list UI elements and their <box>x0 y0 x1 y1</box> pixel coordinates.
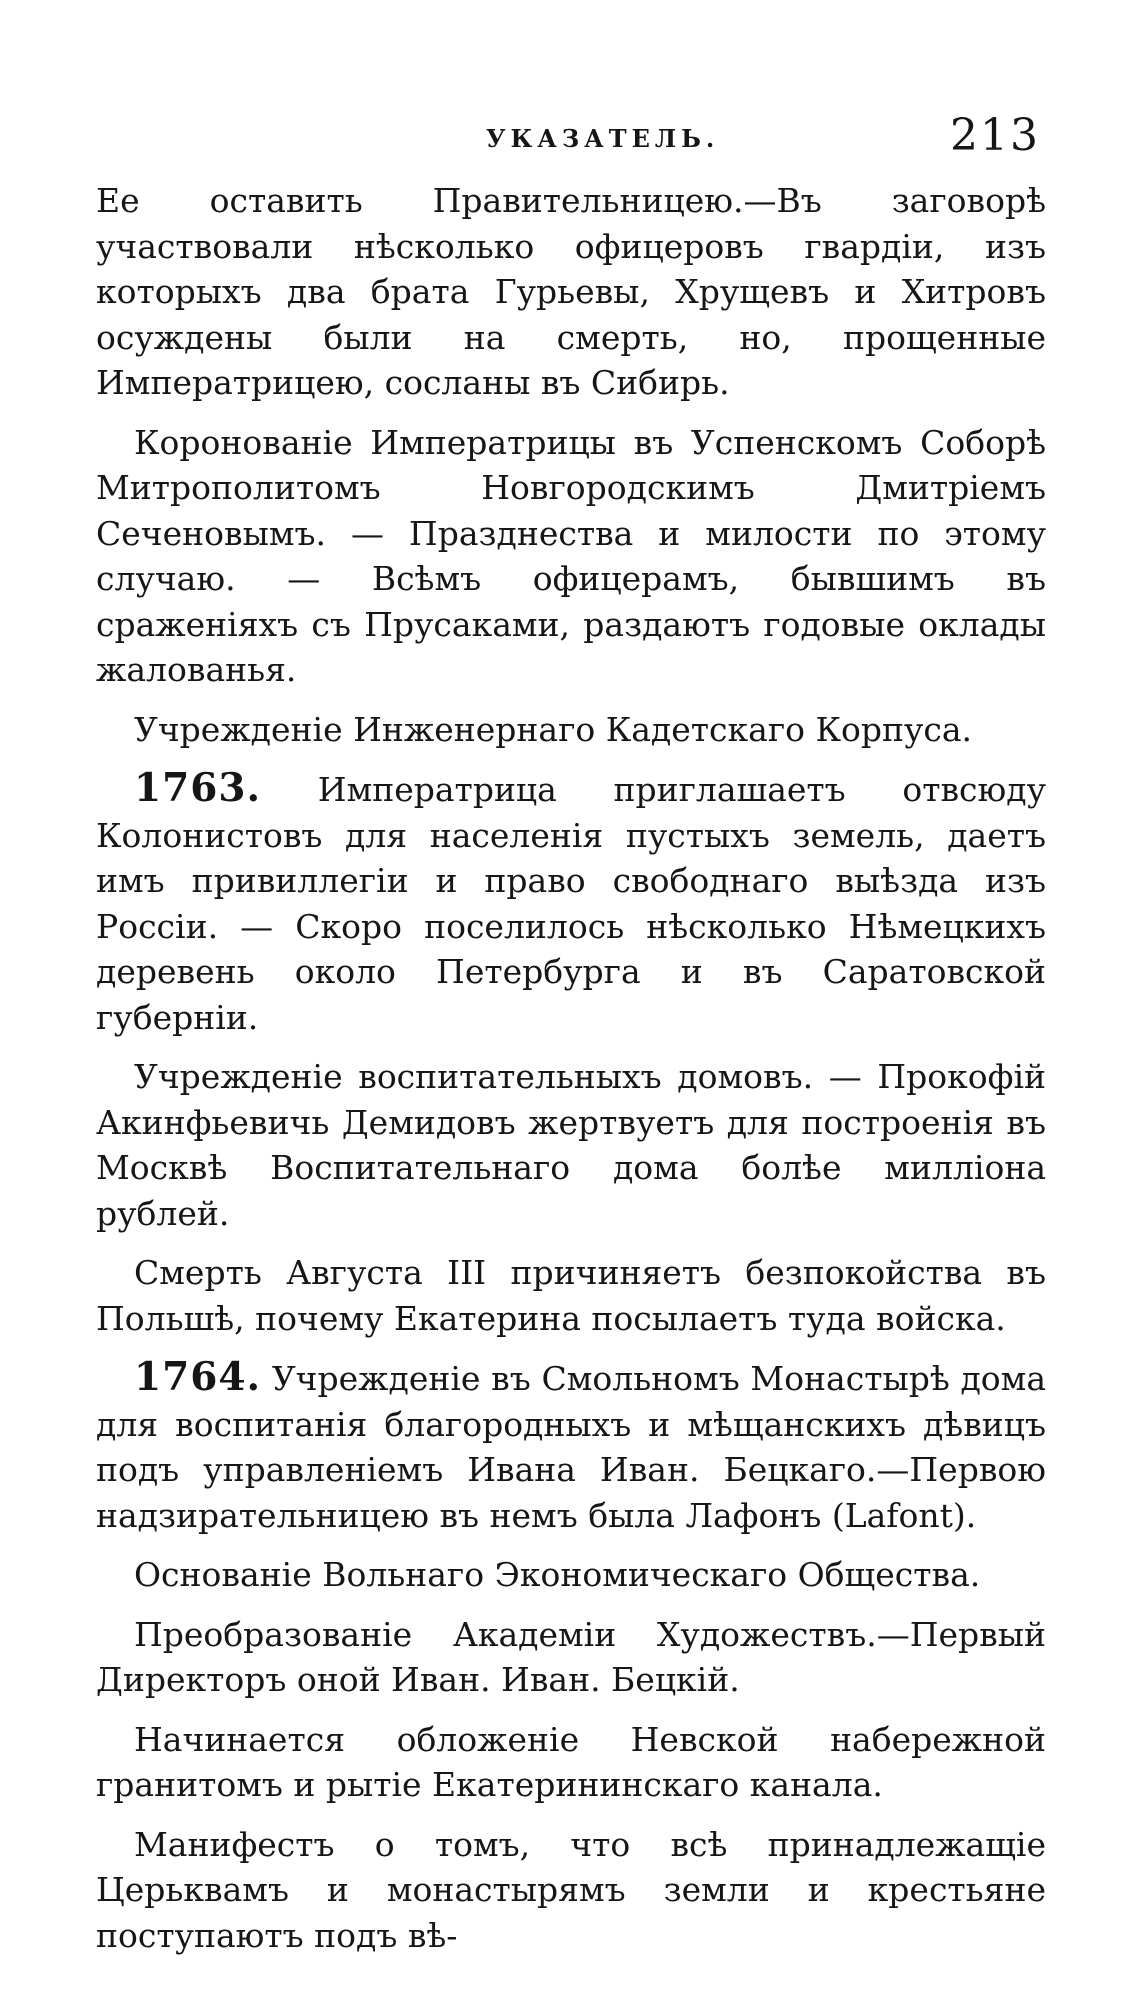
paragraph-text: Ее оставить Правительницею.—Въ заговорѣ участвовали нѣсколько офицеровъ гвардіи, изъ которыхъ два брата Гурьевы, Хрущевъ и Хитровъ осуждены были на смерть, но, прощенные Императрицею, сосланы въ Сибирь. <box>96 181 1046 402</box>
paragraph-text: Учрежденіе воспитательныхъ домовъ. — Прокофій Акинфьевичь Демидовъ жертвуетъ для построенія въ Москвѣ Воспитательнаго дома болѣе милліона рублей. <box>96 1057 1046 1233</box>
paragraph-text: Учрежденіе въ Смольномъ Монастырѣ дома для воспитанія благородныхъ и мѣщанскихъ дѣвицъ подъ управленіемъ Ивана Иван. Бецкаго.—Первою надзирательницею въ немъ была Лафонъ (Lafont). <box>96 1359 1046 1535</box>
paragraph-text: Начинается обложеніе Невской набережной гранитомъ и рытіе Екатерининскаго канала. <box>96 1719 1046 1804</box>
paragraph-7 <box>96 1355 1046 1538</box>
paragraph-2 <box>96 420 1046 693</box>
paragraph-3 <box>96 707 1046 753</box>
paragraph-11 <box>96 1822 1046 1959</box>
paragraph-text: Смерть Августа III причиняетъ безпокойства въ Польшѣ, почему Екатерина посылаетъ туда войска. <box>96 1253 1046 1338</box>
running-title: УКАЗАТЕЛЬ. <box>486 124 720 153</box>
page-body <box>96 178 1046 1972</box>
paragraph-8 <box>96 1552 1046 1598</box>
paragraph-text: Манифестъ о томъ, что всѣ принадлежащіе Церьквамъ и монастырямъ земли и крестьяне поступаютъ подъ вѣ- <box>96 1824 1046 1955</box>
book-page <box>96 0 1046 1997</box>
paragraph-10 <box>96 1717 1046 1808</box>
page-number: 213 <box>950 110 1040 161</box>
paragraph-text: Императрица приглашаетъ отвсюду Колонистовъ для населенія пустыхъ земель, даетъ имъ привиллегіи и право свободнаго выѣзда изъ Россіи. — Скоро поселилось нѣсколько Нѣмецкихъ деревень около Петербурга и въ Саратовской губерніи. <box>96 770 1046 1037</box>
paragraph-4 <box>96 766 1046 1040</box>
paragraph-9 <box>96 1612 1046 1703</box>
paragraph-1 <box>96 178 1046 406</box>
paragraph-text: Основаніе Вольнаго Экономическаго Общества. <box>134 1555 981 1594</box>
paragraph-text: Коронованіе Императрицы въ Успенскомъ Соборѣ Митрополитомъ Новгородскимъ Дмитріемъ Сеченовымъ. — Празднества и милости по этому случаю. — Всѣмъ офицерамъ, бывшимъ въ сраженіяхъ съ Прусаками, раздаютъ годовые оклады жалованья. <box>96 422 1046 689</box>
page-header <box>96 110 1046 160</box>
paragraph-6 <box>96 1250 1046 1341</box>
paragraph-text: Преобразованіе Академіи Художествъ.—Первый Директоръ оной Иван. Иван. Бецкій. <box>96 1614 1046 1699</box>
year-heading-1763: 1763. <box>134 765 262 811</box>
paragraph-text: Учрежденіе Инженернаго Кадетскаго Корпуса. <box>134 709 973 749</box>
paragraph-5 <box>96 1054 1046 1236</box>
year-heading-1764: 1764. <box>134 1354 262 1400</box>
